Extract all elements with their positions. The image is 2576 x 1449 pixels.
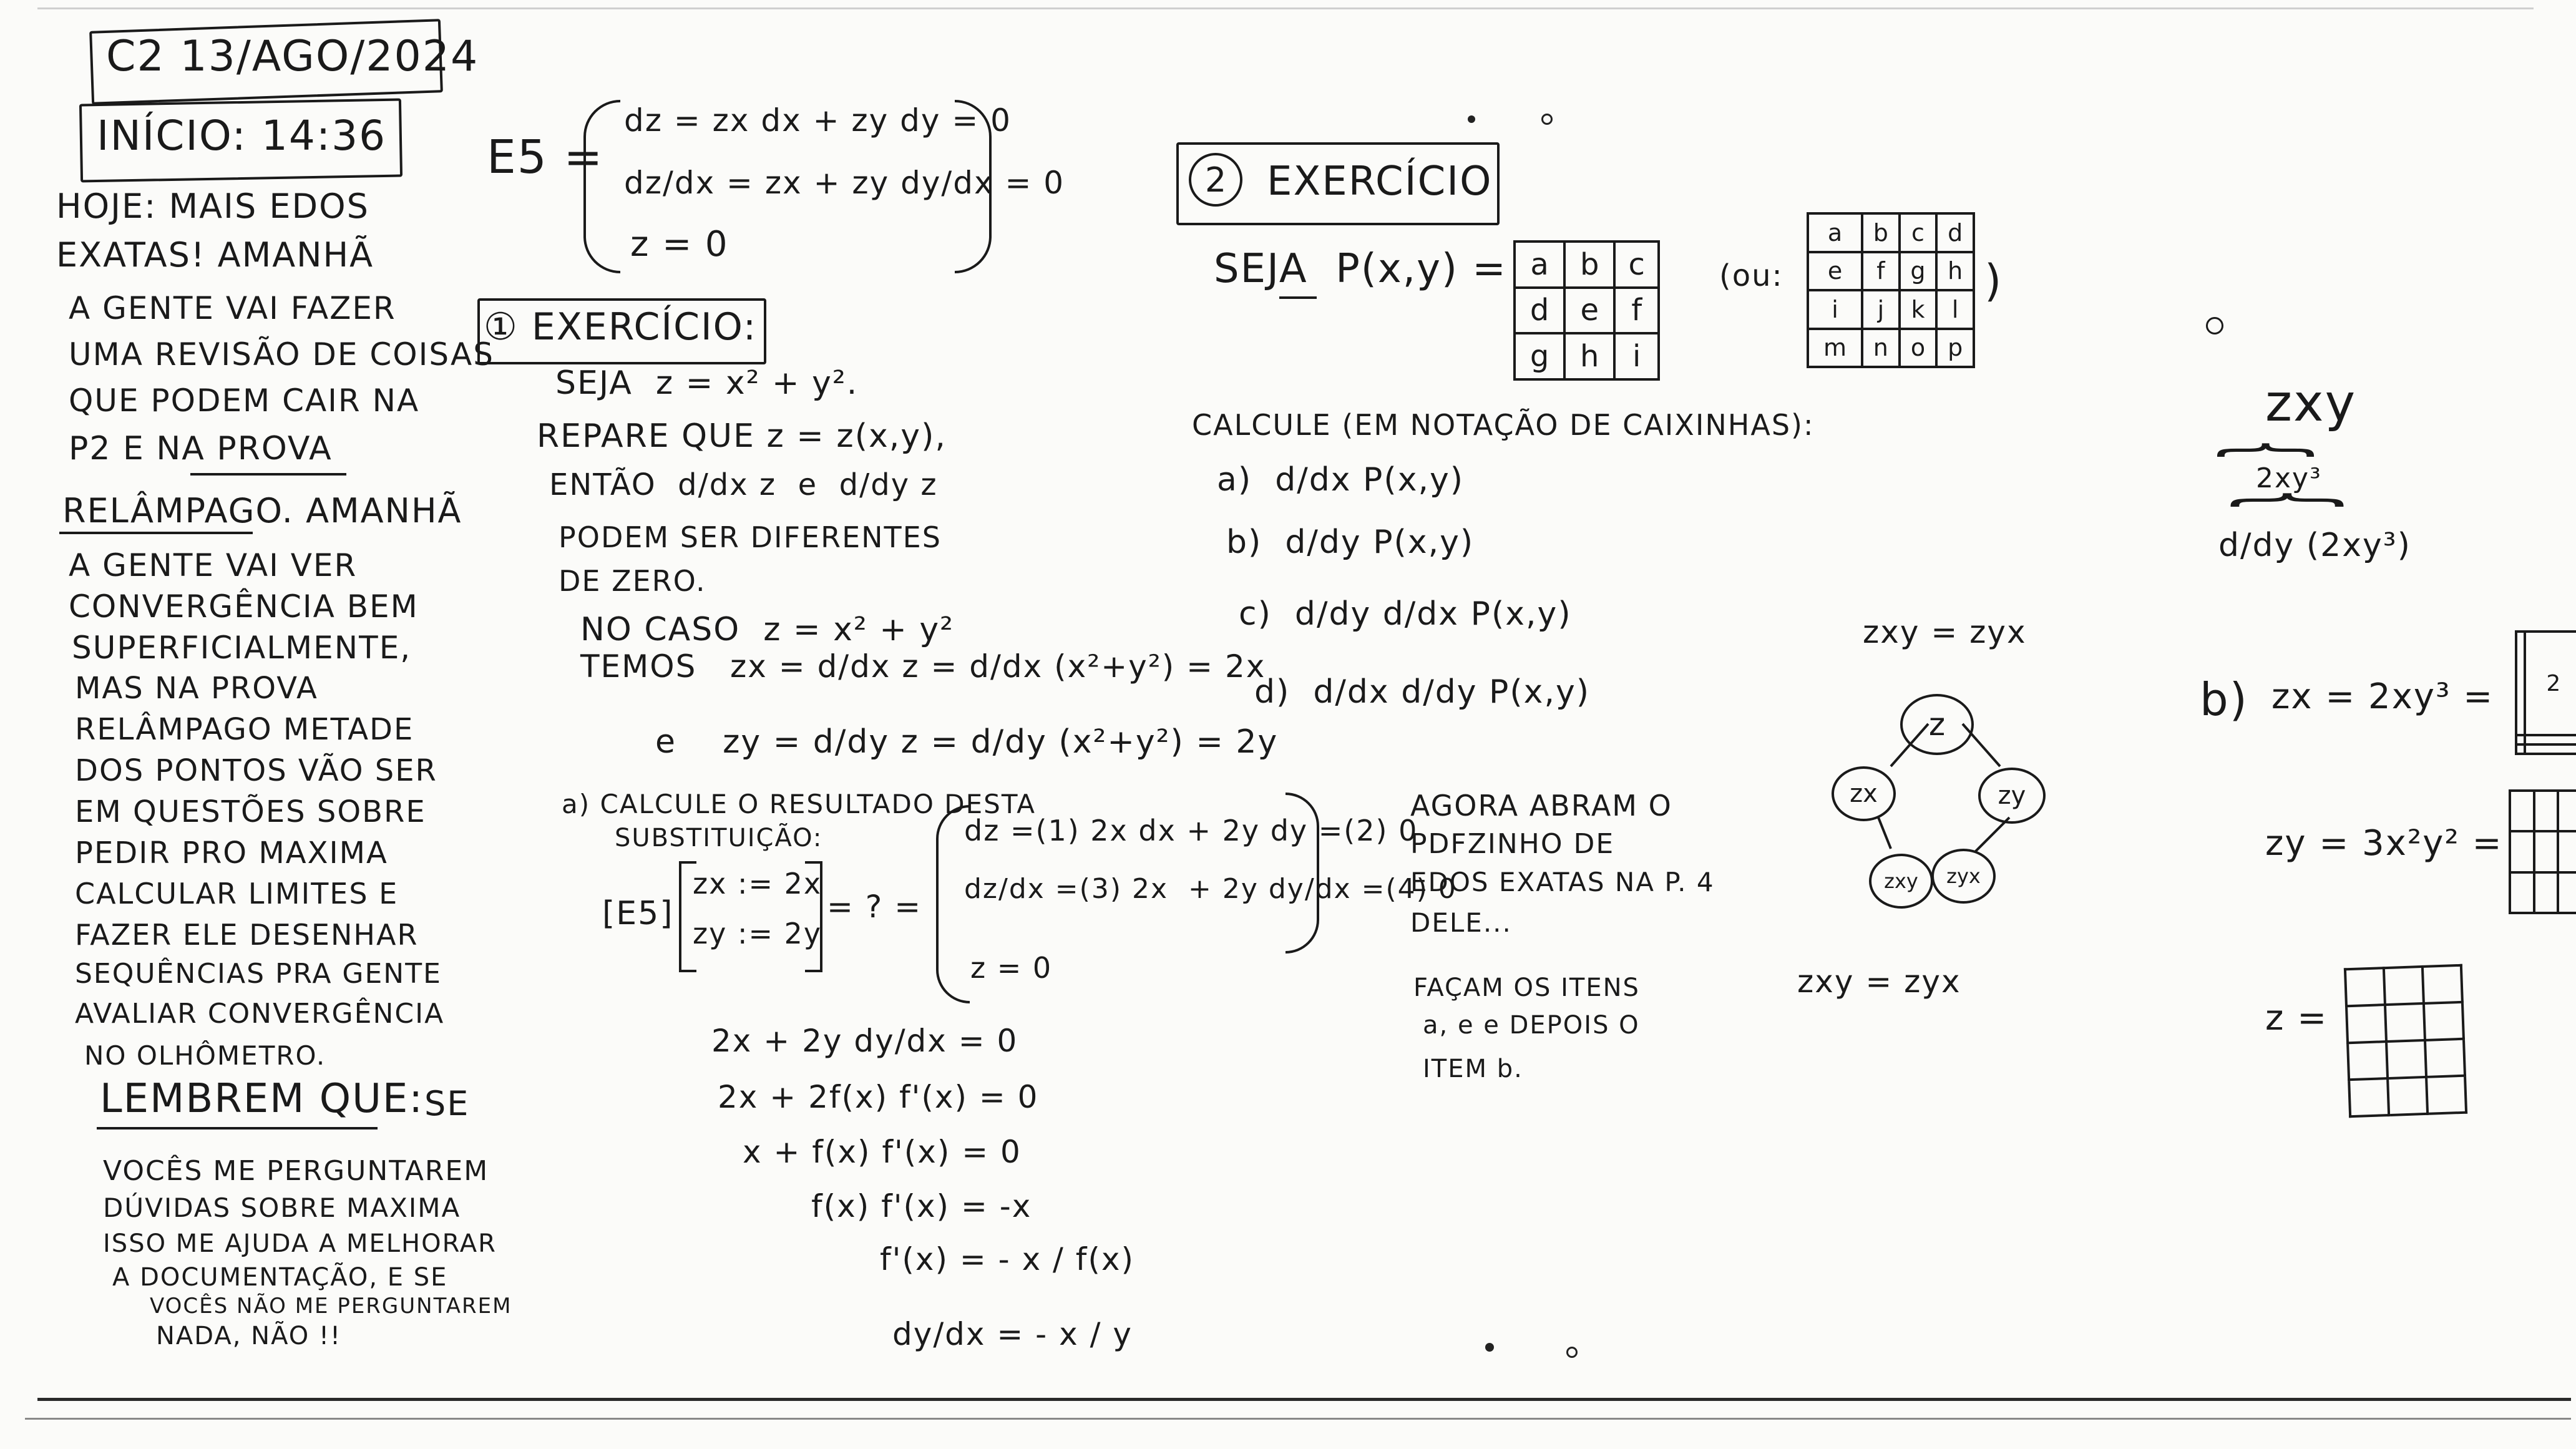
intro-line: PEDIR PRO MAXIMA (75, 836, 388, 871)
e5-paren-left (583, 100, 620, 273)
pg-cell (2516, 735, 2525, 744)
calc-title: CALCULE (EM NOTAÇÃO DE CAIXINHAS): (1192, 408, 1815, 442)
board-top-edge (37, 7, 2534, 9)
ex1-line: DE ZERO. (559, 564, 706, 598)
grid4-cell: m (1808, 329, 1862, 368)
subst-line: zx := 2x (693, 867, 822, 900)
intro-line: A GENTE VAI VER (69, 547, 358, 583)
gz-cell (2385, 1003, 2425, 1042)
pg-cell (2516, 632, 2525, 735)
subst-label: [E5] (602, 895, 674, 932)
pg-cell (2534, 791, 2559, 831)
seja-underline (1279, 296, 1317, 299)
grid-z (2344, 964, 2467, 1118)
gz-cell (2386, 1040, 2426, 1078)
tree-top-eq: zxy = zyx (1863, 614, 2027, 650)
reminder-line: ISSO ME AJUDA A MELHORAR (103, 1229, 497, 1258)
magnet-dot (1468, 115, 1475, 123)
partial-grid-zx (2515, 630, 2576, 755)
note-line: AGORA ABRAM O (1410, 789, 1672, 822)
grid4-cell: a (1808, 213, 1862, 252)
underline-prova (190, 473, 346, 476)
note-line: EDOS EXATAS NA P. 4 (1410, 867, 1715, 897)
brace1-label: 2xy³ (2256, 462, 2322, 494)
derivation-line: dy/dx = - x / y (892, 1316, 1133, 1352)
result-line: dz/dx =(3) 2x + 2y dy/dx =(4) 0 (964, 873, 1457, 905)
board-bottom-edge (37, 1398, 2571, 1401)
intro-line: FAZER ELE DESENHAR (75, 918, 419, 952)
tree-node-zy (1978, 768, 2046, 824)
reminder-line: VOCÊS NÃO ME PERGUNTAREM (150, 1294, 512, 1319)
grid4-cell: k (1900, 290, 1937, 329)
gz-cell (2349, 1078, 2389, 1116)
grid3-cell: i (1614, 333, 1659, 379)
grid4-cell: n (1862, 329, 1900, 368)
reminder-title: LEMBREM QUE: (100, 1076, 424, 1122)
intro-line: SUPERFICIALMENTE, (72, 630, 412, 666)
grid4-cell: f (1862, 252, 1900, 291)
gz-cell (2388, 1077, 2427, 1115)
result-line: z = 0 (970, 951, 1053, 985)
e5-line: z = 0 (630, 224, 729, 265)
tree-node-zyx (1931, 849, 1996, 904)
exercise2-number (1189, 153, 1242, 207)
exercise2-seja: SEJA P(x,y) = (1214, 246, 1507, 292)
derivation-line: 2x + 2y dy/dx = 0 (711, 1023, 1018, 1059)
tree-bl-label: zxy (1884, 869, 1918, 893)
or-label: (ou: (1719, 258, 1783, 293)
intro-line: EM QUESTÕES SOBRE (75, 794, 426, 829)
tree-node-zx (1832, 766, 1896, 821)
subst-line: zy := 2y (693, 917, 822, 950)
intro-line: HOJE: MAIS EDOS (56, 187, 369, 226)
grid4-cell: p (1936, 329, 1974, 368)
gz-cell (2425, 1039, 2465, 1077)
subst-result: = ? = (827, 889, 922, 925)
start-time: INÍCIO: 14:36 (97, 112, 387, 160)
grid4-cell: l (1936, 290, 1974, 329)
gz-cell (2345, 968, 2385, 1006)
note-line: ITEM b. (1423, 1055, 1523, 1083)
exercise2-number-text: 2 (1204, 160, 1227, 200)
gz-cell (2348, 1042, 2388, 1080)
ex1-line: NO CASO z = x² + y² (580, 611, 955, 648)
pg-cell (2516, 744, 2525, 754)
reminder-line: VOCÊS ME PERGUNTAREM (103, 1155, 489, 1187)
ex1-line: PODEM SER DIFERENTES (559, 520, 942, 554)
course-date: C2 13/AGO/2024 (106, 32, 479, 81)
pg-cell (2558, 831, 2576, 872)
reminder-line: DÚVIDAS SOBRE MAXIMA (103, 1193, 461, 1223)
tree-right-label: zy (1998, 781, 2026, 810)
intro-line: A GENTE VAI FAZER (69, 290, 396, 326)
reminder-line: NADA, NÃO !! (156, 1322, 342, 1350)
note-line: PDFZINHO DE (1410, 828, 1615, 860)
grid3-cell: f (1614, 288, 1659, 334)
derivation-line: x + f(x) f'(x) = 0 (743, 1134, 1022, 1170)
gz-cell (2422, 965, 2462, 1003)
note-line: a, e e DEPOIS O (1423, 1011, 1640, 1040)
zxy-head: zxy (2265, 374, 2357, 433)
ex1-line: TEMOS zx = d/dx z = d/dx (x²+y²) = 2x (580, 648, 1266, 685)
gz-cell (2424, 1002, 2464, 1040)
grid-4x4 (1807, 212, 1975, 368)
underline-relampago (59, 532, 253, 534)
gz-cell (2384, 967, 2424, 1005)
tree-left-label: zx (1850, 779, 1878, 808)
zy-eq: zy = 3x²y² = (2265, 823, 2503, 864)
grid4-cell: c (1900, 213, 1937, 252)
pg-cell (2558, 791, 2576, 831)
intro-line: CALCULAR LIMITES E (75, 877, 399, 910)
grid3-cell: h (1564, 333, 1614, 379)
calc-item: c) d/dy d/dx P(x,y) (1239, 595, 1572, 633)
grid3-cell: e (1564, 288, 1614, 334)
exercise1-title: ① EXERCÍCIO: (484, 305, 758, 349)
derivation-line: f(x) f'(x) = -x (811, 1188, 1032, 1224)
note-line: DELE... (1410, 907, 1512, 938)
grid4-cell: h (1936, 252, 1974, 291)
ex1-item-a: a) CALCULE O RESULTADO DESTA (562, 789, 1036, 819)
ex1-line: SEJA z = x² + y². (555, 364, 859, 402)
intro-line: SEQUÊNCIAS PRA GENTE (75, 958, 442, 990)
ex1-item-a: SUBSTITUIÇÃO: (615, 824, 823, 852)
pg-cell (2534, 872, 2559, 913)
brace-curly-2: { (2220, 489, 2363, 513)
pg-cell (2534, 831, 2559, 872)
intro-line: CONVERGÊNCIA BEM (69, 588, 419, 625)
note-line: FAÇAM OS ITENS (1413, 973, 1640, 1002)
pg-cell (2510, 872, 2534, 913)
board-bottom-edge-2 (25, 1418, 2571, 1420)
pg-cell (2525, 744, 2576, 754)
magnet-dot (1541, 114, 1553, 125)
partial-grid-zy (2509, 789, 2576, 914)
intro-line: EXATAS! AMANHÃ (56, 235, 374, 275)
tree-node-root (1900, 694, 1974, 755)
calc-item: d) d/dx d/dy P(x,y) (1254, 673, 1591, 711)
grid3-cell: c (1614, 242, 1659, 288)
pg-cell (2510, 831, 2534, 872)
brace2-label: d/dy (2xy³) (2218, 527, 2411, 564)
grid4-cell: j (1862, 290, 1900, 329)
intro-line: DOS PONTOS VÃO SER (75, 753, 437, 788)
intro-line: NO OLHÔMETRO. (84, 1040, 326, 1071)
calc-item: a) d/dx P(x,y) (1217, 461, 1465, 499)
grid4-cell: g (1900, 252, 1937, 291)
intro-line: MAS NA PROVA (75, 671, 318, 706)
tree-root-label: z (1928, 706, 1946, 743)
magnet-dot (1566, 1347, 1578, 1358)
or-close-paren: ) (1984, 255, 2003, 306)
grid4-cell: o (1900, 329, 1937, 368)
grid3-cell: d (1515, 288, 1564, 334)
grid3-cell: a (1515, 242, 1564, 288)
intro-line: QUE PODEM CAIR NA (69, 383, 420, 419)
e5-line: dz = zx dx + zy dy = 0 (624, 102, 1012, 139)
grid-3x3 (1513, 240, 1660, 381)
grid4-cell: d (1936, 213, 1974, 252)
reminder-se: SE (424, 1084, 470, 1123)
intro-line: RELÂMPAGO. AMANHÃ (62, 491, 462, 530)
tree-bottom-eq: zxy = zyx (1797, 964, 1961, 1000)
brace-curly-1: { (2208, 439, 2330, 463)
calc-item: b) d/dy P(x,y) (1226, 524, 1475, 561)
edge-left-bottom (1878, 817, 1891, 849)
ex1-line: e zy = d/dy z = d/dy (x²+y²) = 2y (655, 723, 1279, 761)
magnet-dot (2206, 317, 2223, 334)
z-eq: z = (2265, 998, 2328, 1038)
derivation-line: 2x + 2f(x) f'(x) = 0 (718, 1079, 1039, 1115)
b-label: b) (2200, 673, 2248, 726)
reminder-underline (97, 1127, 378, 1129)
magnet-dot (1485, 1343, 1494, 1352)
gz-cell (2426, 1076, 2466, 1114)
ex1-line: ENTÃO d/dx z e d/dy z (549, 467, 938, 502)
derivation-line: f'(x) = - x / f(x) (880, 1241, 1134, 1277)
pg-cell: 2 (2525, 632, 2576, 735)
grid4-cell: b (1862, 213, 1900, 252)
grid3-cell: b (1564, 242, 1614, 288)
exercise2-title: EXERCÍCIO (1267, 159, 1493, 205)
e5-label: E5 = (487, 130, 604, 184)
ex1-line: REPARE QUE z = z(x,y), (537, 417, 947, 455)
tree-br-label: zyx (1946, 864, 1981, 888)
pg-cell (2558, 872, 2576, 913)
intro-line: RELÂMPAGO METADE (75, 712, 414, 747)
grid4-cell: i (1808, 290, 1862, 329)
intro-line: AVALIAR CONVERGÊNCIA (75, 998, 445, 1030)
pg-cell (2525, 735, 2576, 744)
intro-line: P2 E NA PROVA (69, 430, 333, 467)
reminder-line: A DOCUMENTAÇÃO, E SE (112, 1263, 448, 1292)
pg-cell (2510, 791, 2534, 831)
result-line: dz =(1) 2x dx + 2y dy =(2) 0 (964, 814, 1418, 847)
grid3-cell: g (1515, 333, 1564, 379)
e5-line: dz/dx = zx + zy dy/dx = 0 (624, 165, 1065, 201)
grid4-cell: e (1808, 252, 1862, 291)
gz-cell (2346, 1005, 2386, 1043)
intro-line: UMA REVISÃO DE COISAS (69, 336, 494, 373)
zx-eq: zx = 2xy³ = (2271, 676, 2494, 717)
tree-node-zxy (1869, 854, 1933, 909)
